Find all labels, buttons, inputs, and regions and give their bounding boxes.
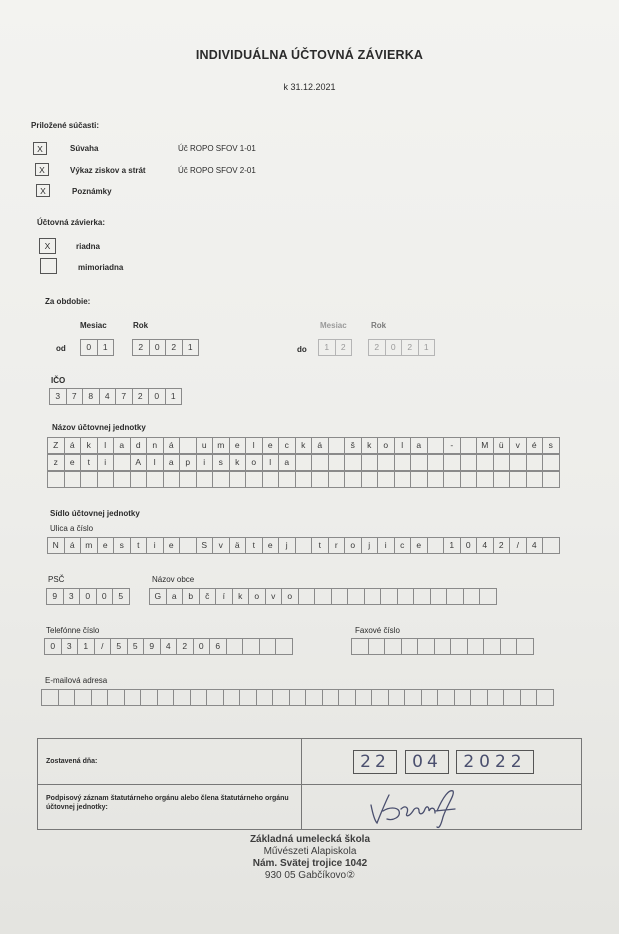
ico-digit[interactable]: 1 [165,388,183,405]
char-box[interactable] [380,588,398,605]
from-month-digit[interactable]: 1 [97,339,115,356]
char-box[interactable]: a [166,588,184,605]
char-box[interactable] [487,689,505,706]
to-month-digit[interactable]: 2 [335,339,353,356]
closing-date: k 31.12.2021 [283,82,336,92]
char-box[interactable]: j [361,537,379,554]
char-box[interactable] [364,588,382,605]
char-box[interactable] [483,638,501,655]
char-box[interactable]: 1 [77,638,95,655]
from-year-label: Rok [133,321,149,330]
char-box[interactable]: š [344,437,362,454]
char-box[interactable] [179,437,197,454]
char-box[interactable] [536,689,554,706]
char-box[interactable] [295,537,313,554]
regular-label: riadna [76,242,101,251]
char-box[interactable] [298,588,316,605]
seat-heading: Sídlo účtovnej jednotky [50,509,140,518]
char-box[interactable] [526,471,544,488]
char-box[interactable] [74,689,92,706]
to-year-digit[interactable]: 1 [418,339,436,356]
char-box[interactable] [476,454,494,471]
char-box[interactable] [460,471,478,488]
char-box[interactable]: l [146,454,164,471]
city-label: Názov obce [152,575,195,584]
char-box[interactable]: e [262,437,280,454]
to-year-digit[interactable]: 0 [385,339,403,356]
char-box[interactable] [206,689,224,706]
char-box[interactable] [328,471,346,488]
char-box[interactable] [328,437,346,454]
char-box[interactable]: 5 [127,638,145,655]
char-box[interactable] [421,689,439,706]
phone-boxes [45,638,293,655]
char-box[interactable]: b [182,588,200,605]
char-box[interactable]: r [328,537,346,554]
char-box[interactable] [239,689,257,706]
char-box[interactable] [212,471,230,488]
psc-label: PSČ [48,575,65,584]
char-box[interactable] [394,454,412,471]
char-box[interactable]: 0 [193,638,211,655]
closing-heading: Účtovná závierka: [37,218,106,227]
char-box[interactable] [344,454,362,471]
char-box[interactable] [242,638,260,655]
char-box[interactable]: e [64,454,82,471]
fax-boxes [352,638,534,655]
char-box[interactable] [401,638,419,655]
char-box[interactable] [493,454,511,471]
char-box[interactable]: á [64,537,82,554]
char-box[interactable]: k [80,437,98,454]
char-box[interactable] [417,638,435,655]
char-box[interactable]: M [476,437,494,454]
char-box[interactable]: 0 [460,537,478,554]
char-box[interactable]: 1 [443,537,461,554]
char-box[interactable]: G [149,588,167,605]
to-year-label: Rok [371,321,387,330]
char-box[interactable] [427,454,445,471]
char-box[interactable]: a [410,437,428,454]
char-box[interactable] [314,588,332,605]
char-box[interactable]: s [212,454,230,471]
char-box[interactable] [377,471,395,488]
char-box[interactable] [470,689,488,706]
street-boxes [48,537,560,554]
char-box[interactable]: z [47,454,65,471]
char-box[interactable] [113,454,131,471]
from-year-digit[interactable]: 0 [149,339,167,356]
char-box[interactable] [427,437,445,454]
char-box[interactable] [262,471,280,488]
char-box[interactable] [190,689,208,706]
compiled-day[interactable]: 22 [353,750,397,774]
char-box[interactable]: i [196,454,214,471]
char-box[interactable]: o [344,537,362,554]
char-box[interactable]: m [80,537,98,554]
char-box[interactable]: 0 [44,638,62,655]
char-box[interactable]: t [80,454,98,471]
char-box[interactable] [361,454,379,471]
char-box[interactable]: k [232,588,250,605]
char-box[interactable] [493,471,511,488]
table-divider [38,784,581,785]
from-year-digit[interactable]: 2 [165,339,183,356]
to-year-digit[interactable]: 2 [401,339,419,356]
char-box[interactable]: e [229,437,247,454]
char-box[interactable] [434,638,452,655]
char-box[interactable] [347,588,365,605]
char-box[interactable] [479,588,497,605]
compiled-label: Zostavená dňa: [46,758,98,765]
char-box[interactable] [388,689,406,706]
char-box[interactable]: e [163,537,181,554]
char-box[interactable]: - [443,437,461,454]
char-box[interactable]: 4 [476,537,494,554]
email-boxes [42,689,554,706]
char-box[interactable]: e [410,537,428,554]
balance-sheet-label: Súvaha [70,144,99,153]
char-box[interactable]: 6 [209,638,227,655]
char-box[interactable]: o [377,437,395,454]
char-box[interactable]: a [163,454,181,471]
char-box[interactable] [113,471,131,488]
char-box[interactable] [430,588,448,605]
char-box[interactable]: d [130,437,148,454]
income-statement-label: Výkaz ziskov a strát [70,166,146,175]
from-month-digit[interactable]: 0 [80,339,98,356]
char-box[interactable] [259,638,277,655]
char-box[interactable] [295,454,313,471]
char-box[interactable] [394,471,412,488]
char-box[interactable] [371,689,389,706]
char-box[interactable]: m [212,437,230,454]
entity-name-row [48,454,560,471]
char-box[interactable] [509,471,527,488]
from-year-digit[interactable]: 1 [182,339,200,356]
period-heading: Za obdobie: [45,297,91,306]
char-box[interactable] [163,471,181,488]
regular-checkbox[interactable]: X [39,238,56,254]
char-box[interactable] [351,638,369,655]
school-stamp [230,834,390,882]
char-box[interactable] [295,471,313,488]
ico-label: IČO [51,376,66,385]
char-box[interactable] [322,689,340,706]
char-box[interactable]: k [361,437,379,454]
from-label: od [56,344,66,353]
notes-checkbox[interactable]: X [36,184,50,197]
char-box[interactable] [107,689,125,706]
char-box[interactable] [377,454,395,471]
char-box[interactable] [124,689,142,706]
char-box[interactable] [384,638,402,655]
char-box[interactable] [516,638,534,655]
char-box[interactable]: 3 [63,588,81,605]
income-statement-checkbox[interactable]: X [35,163,49,176]
char-box[interactable] [542,454,560,471]
char-box[interactable]: s [542,437,560,454]
to-year-digit[interactable]: 2 [368,339,386,356]
char-box[interactable] [245,471,263,488]
char-box[interactable] [173,689,191,706]
char-box[interactable]: i [97,454,115,471]
char-box[interactable] [146,471,164,488]
char-box[interactable] [368,638,386,655]
psc-boxes [47,588,130,605]
char-box[interactable] [130,471,148,488]
char-box[interactable] [355,689,373,706]
attachments-heading: Priložené súčasti: [31,121,100,130]
char-box[interactable]: l [394,437,412,454]
ico-digit[interactable]: 4 [99,388,117,405]
char-box[interactable] [446,588,464,605]
char-box[interactable] [437,689,455,706]
char-box[interactable]: v [265,588,283,605]
from-year-boxes [133,339,199,356]
balance-sheet-code: Úč ROPO SFOV 1-01 [178,144,256,153]
char-box[interactable] [397,588,415,605]
char-box[interactable] [275,638,293,655]
char-box[interactable]: o [281,588,299,605]
char-box[interactable]: á [163,437,181,454]
char-box[interactable] [361,471,379,488]
char-box[interactable]: 9 [46,588,64,605]
char-box[interactable]: é [526,437,544,454]
char-box[interactable]: t [245,537,263,554]
char-box[interactable] [41,689,59,706]
char-box[interactable] [179,537,197,554]
ico-digit[interactable]: 7 [66,388,84,405]
to-year-boxes [369,339,435,356]
char-box[interactable] [404,689,422,706]
char-box[interactable]: k [229,454,247,471]
char-box[interactable] [500,638,518,655]
char-box[interactable] [427,537,445,554]
from-year-digit[interactable]: 2 [132,339,150,356]
char-box[interactable]: 4 [526,537,544,554]
char-box[interactable] [410,454,428,471]
char-box[interactable] [157,689,175,706]
street-label: Ulica a číslo [50,524,94,533]
char-box[interactable]: a [278,454,296,471]
to-label: do [297,345,307,354]
char-box[interactable]: 2 [493,537,511,554]
signature-image [363,787,473,831]
fax-label: Faxové číslo [355,626,400,635]
extraordinary-label: mimoriadna [78,263,124,272]
char-box[interactable] [520,689,538,706]
char-box[interactable] [97,471,115,488]
char-box[interactable]: u [196,437,214,454]
char-box[interactable]: o [245,454,263,471]
compiled-year[interactable]: 2022 [456,750,534,774]
char-box[interactable] [229,471,247,488]
char-box[interactable] [460,437,478,454]
char-box[interactable]: l [97,437,115,454]
char-box[interactable] [80,471,98,488]
char-box[interactable] [450,638,468,655]
char-box[interactable]: t [311,537,329,554]
char-box[interactable] [344,471,362,488]
signature-label: Podpisový záznam štatutárneho orgánu alebo člena štatutárneho orgánu účtovnej jednotky: [46,795,289,811]
char-box[interactable] [278,471,296,488]
entity-name-label: Názov účtovnej jednotky [52,423,146,432]
char-box[interactable]: s [113,537,131,554]
char-box[interactable]: c [394,537,412,554]
char-box[interactable]: / [94,638,112,655]
to-month-digit[interactable]: 1 [318,339,336,356]
char-box[interactable]: 4 [160,638,178,655]
char-box[interactable] [338,689,356,706]
char-box[interactable] [140,689,158,706]
char-box[interactable] [460,454,478,471]
char-box[interactable]: 2 [176,638,194,655]
char-box[interactable] [311,454,329,471]
char-box[interactable]: á [64,437,82,454]
char-box[interactable] [476,471,494,488]
char-box[interactable]: i [377,537,395,554]
char-box[interactable]: v [509,437,527,454]
char-box[interactable]: í [215,588,233,605]
email-label: E-mailová adresa [45,676,108,685]
stamp-line: Základná umelecká škola [249,834,371,845]
char-box[interactable] [223,689,241,706]
char-box[interactable]: a [113,437,131,454]
char-box[interactable]: S [196,537,214,554]
char-box[interactable] [463,588,481,605]
entity-name-row [48,437,560,454]
char-box[interactable]: j [278,537,296,554]
char-box[interactable]: t [130,537,148,554]
char-box[interactable]: 5 [112,588,130,605]
char-box[interactable] [467,638,485,655]
char-box[interactable] [503,689,521,706]
char-box[interactable] [454,689,472,706]
char-box[interactable]: Z [47,437,65,454]
char-box[interactable] [256,689,274,706]
char-box[interactable]: n [146,437,164,454]
char-box[interactable] [526,454,544,471]
char-box[interactable]: p [179,454,197,471]
stamp-line: Művészeti Alapiskola [263,846,357,857]
ico-digit[interactable]: 8 [82,388,100,405]
char-box[interactable] [305,689,323,706]
ico-digit[interactable]: 0 [148,388,166,405]
char-box[interactable]: i [146,537,164,554]
char-box[interactable] [443,454,461,471]
income-statement-code: Úč ROPO SFOV 2-01 [178,166,256,175]
char-box[interactable]: c [278,437,296,454]
from-month-boxes [81,339,114,356]
entity-name-row [48,471,560,488]
char-box[interactable] [179,471,197,488]
char-box[interactable]: / [509,537,527,554]
char-box[interactable]: e [97,537,115,554]
char-box[interactable]: 0 [96,588,114,605]
char-box[interactable] [542,471,560,488]
char-box[interactable]: 3 [61,638,79,655]
char-box[interactable] [64,471,82,488]
char-box[interactable]: N [47,537,65,554]
char-box[interactable] [427,471,445,488]
to-month-boxes [319,339,352,356]
compiled-month[interactable]: 04 [405,750,449,774]
stamp-line: 930 05 Gabčíkovo② [264,870,356,881]
char-box[interactable] [58,689,76,706]
extraordinary-checkbox[interactable] [40,258,57,274]
char-box[interactable]: v [212,537,230,554]
char-box[interactable] [91,689,109,706]
char-box[interactable] [196,471,214,488]
char-box[interactable] [443,471,461,488]
balance-sheet-checkbox[interactable]: X [33,142,47,155]
char-box[interactable]: k [295,437,313,454]
to-month-label: Mesiac [320,321,347,330]
phone-label: Telefónne číslo [46,626,100,635]
ico-digit[interactable]: 3 [49,388,67,405]
ico-boxes [50,388,182,405]
char-box[interactable]: e [262,537,280,554]
char-box[interactable] [47,471,65,488]
char-box[interactable]: o [248,588,266,605]
char-box[interactable] [289,689,307,706]
char-box[interactable] [272,689,290,706]
char-box[interactable] [226,638,244,655]
char-box[interactable] [311,471,329,488]
char-box[interactable]: A [130,454,148,471]
char-box[interactable]: l [262,454,280,471]
char-box[interactable]: 5 [110,638,128,655]
char-box[interactable] [410,471,428,488]
char-box[interactable] [413,588,431,605]
char-box[interactable]: ü [493,437,511,454]
char-box[interactable] [509,454,527,471]
form-title: INDIVIDUÁLNA ÚČTOVNÁ ZÁVIERKA [195,48,424,62]
ico-digit[interactable]: 2 [132,388,150,405]
ico-digit[interactable]: 7 [115,388,133,405]
char-box[interactable]: á [311,437,329,454]
char-box[interactable]: 9 [143,638,161,655]
char-box[interactable]: l [245,437,263,454]
signature-table [37,738,582,830]
char-box[interactable]: č [199,588,217,605]
notes-label: Poznámky [72,187,112,196]
char-box[interactable] [542,537,560,554]
char-box[interactable] [331,588,349,605]
char-box[interactable] [328,454,346,471]
from-month-label: Mesiac [80,321,107,330]
char-box[interactable]: ä [229,537,247,554]
city-boxes [150,588,497,605]
char-box[interactable]: 0 [79,588,97,605]
stamp-line: Nám. Svätej trojice 1042 [252,858,368,869]
